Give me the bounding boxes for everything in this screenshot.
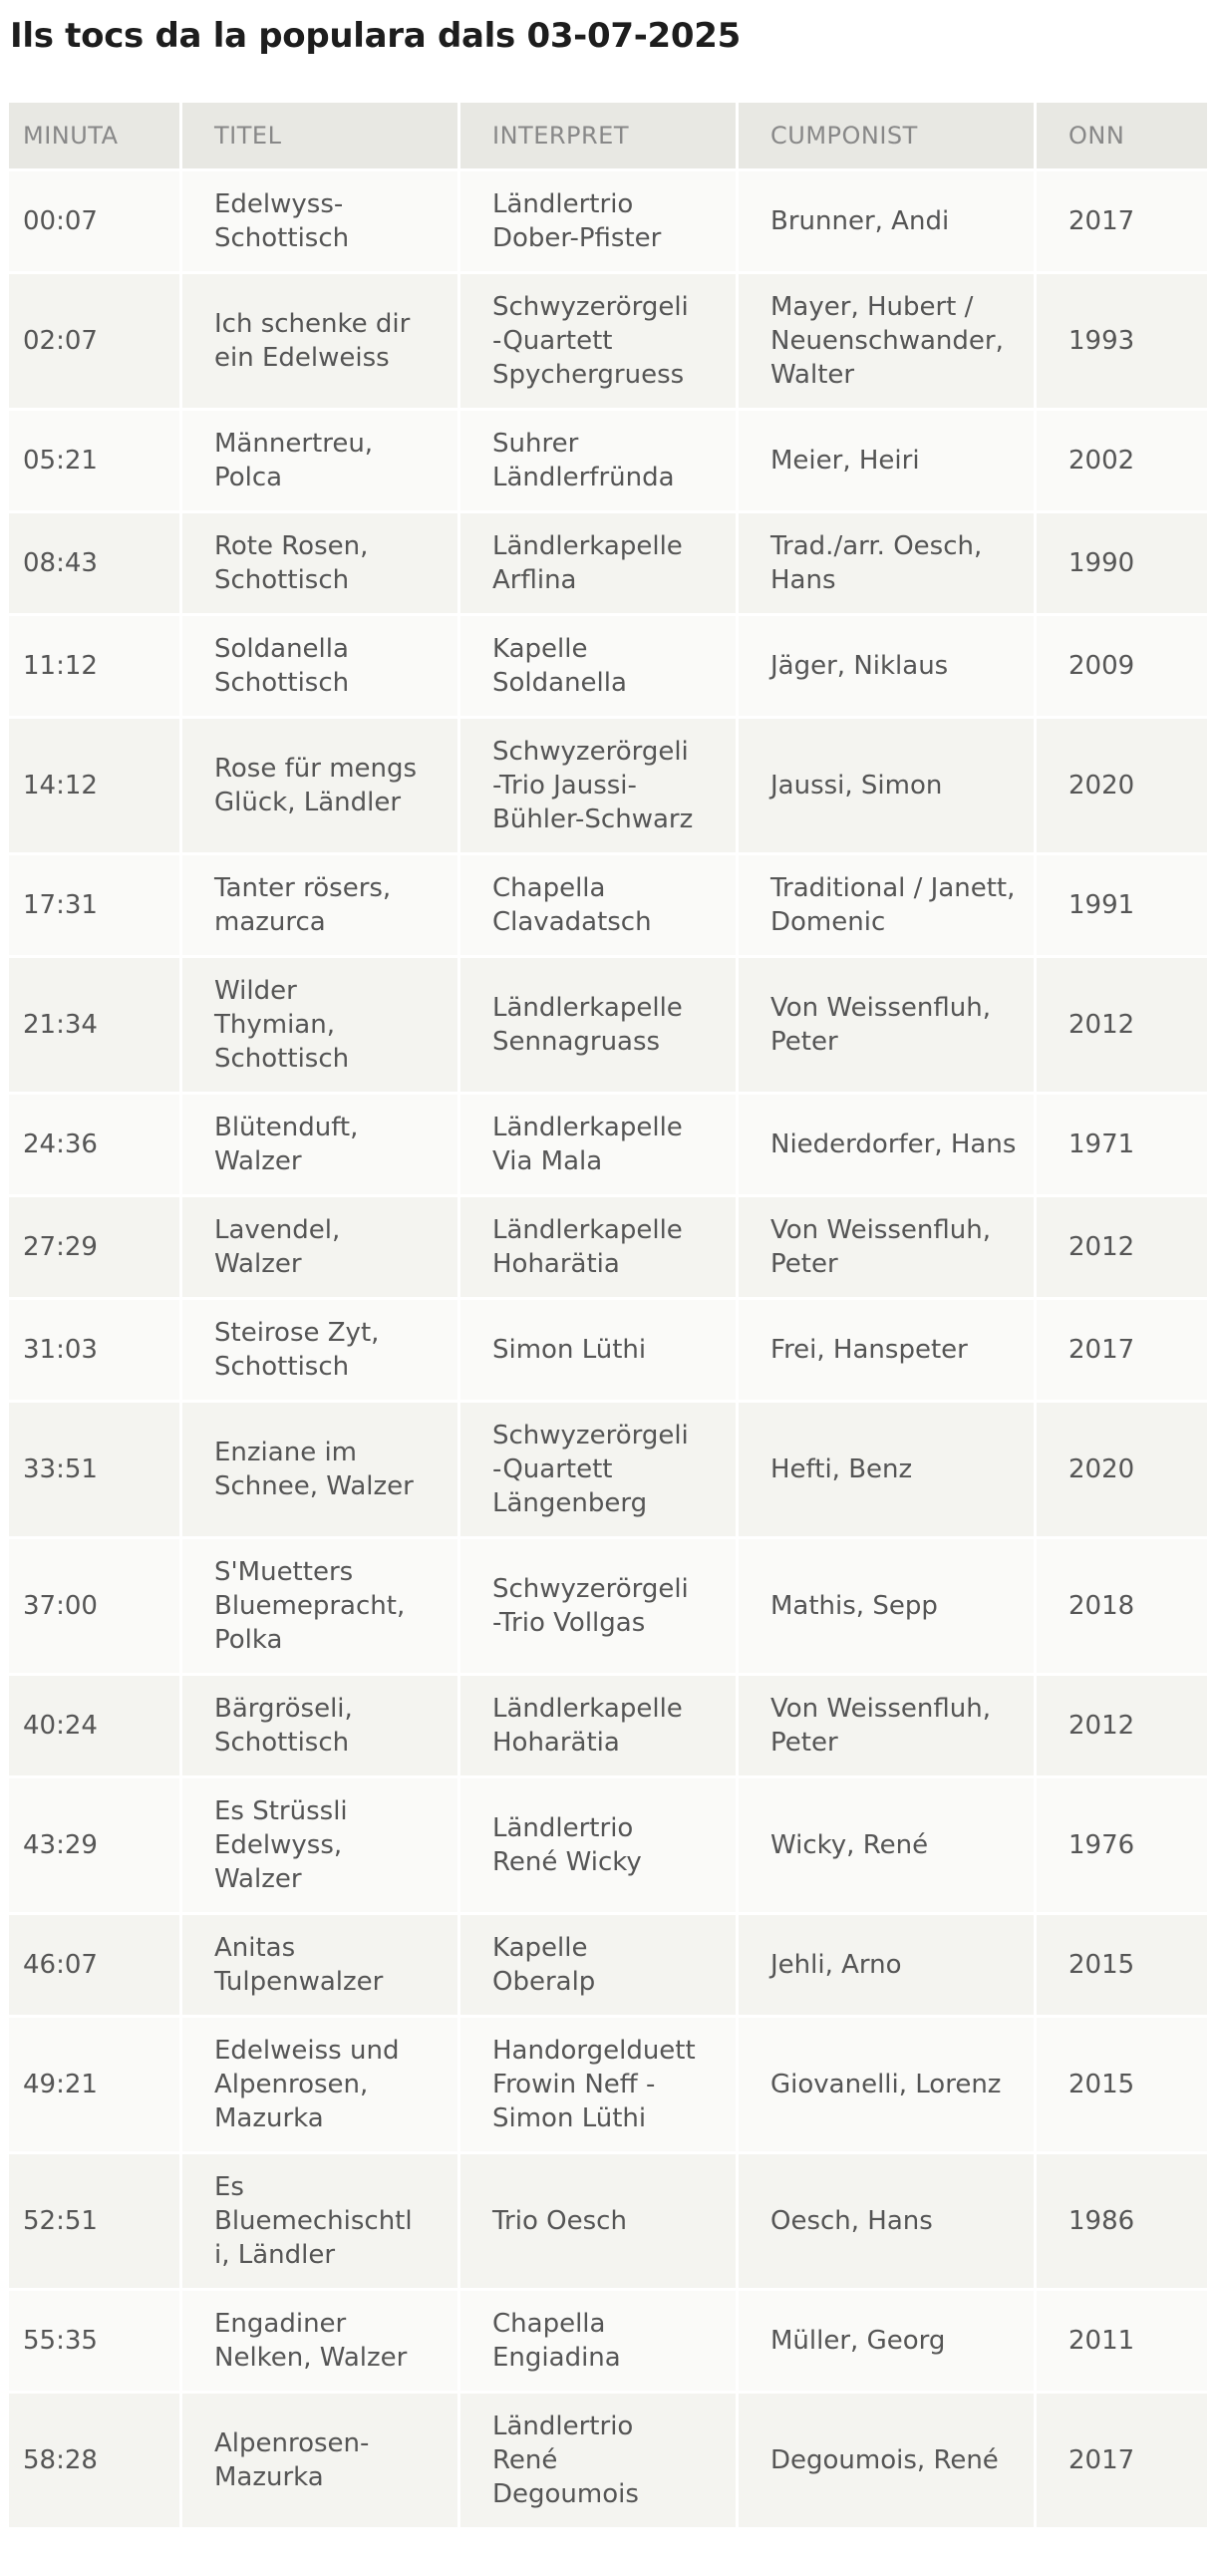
cell-titel: Lavendel, Walzer [182,1197,457,1297]
table-row [9,1915,1207,2015]
cell-onn: 1990 [1037,513,1207,613]
cell-onn: 1976 [1037,1778,1207,1912]
header-row [9,103,1207,168]
cell-onn: 2020 [1037,1403,1207,1536]
cell-minuta: 31:03 [9,1300,179,1400]
table-row [9,719,1207,852]
cell-interpret: Ländlerkapelle Via Mala [460,1095,736,1194]
cell-interpret: Kapelle Soldanella [460,616,736,716]
cell-onn: 2009 [1037,616,1207,716]
cell-onn: 2011 [1037,2291,1207,2391]
cell-interpret: Ländlertrio Dober-Pfister [460,171,736,271]
table-row [9,1300,1207,1400]
cell-minuta: 52:51 [9,2154,179,2288]
table-row [9,1403,1207,1536]
cell-titel: Soldanella Schottisch [182,616,457,716]
table-row [9,1778,1207,1912]
cell-titel: Rose für mengs Glück, Ländler [182,719,457,852]
column-header-cumponist: CUMPONIST [739,103,1034,168]
cell-cumponist: Degoumois, René [739,2394,1034,2527]
table-row [9,1676,1207,1775]
cell-titel: Es Strüssli Edelwyss, Walzer [182,1778,457,1912]
cell-interpret: Schwyzerörgeli-Quartett Längenberg [460,1403,736,1536]
cell-cumponist: Jehli, Arno [739,1915,1034,2015]
column-header-minuta: MINUTA [9,103,179,168]
cell-cumponist: Von Weissenfluh, Peter [739,958,1034,1092]
cell-minuta: 33:51 [9,1403,179,1536]
cell-cumponist: Traditional / Janett, Domenic [739,855,1034,955]
cell-onn: 1991 [1037,855,1207,955]
cell-interpret: Schwyzerörgeli-Trio Vollgas [460,1539,736,1673]
cell-minuta: 17:31 [9,855,179,955]
cell-minuta: 24:36 [9,1095,179,1194]
cell-interpret: Schwyzerörgeli-Trio Jaussi-Bühler-Schwarz [460,719,736,852]
cell-minuta: 08:43 [9,513,179,613]
cell-interpret: Kapelle Oberalp [460,1915,736,2015]
table-row [9,2018,1207,2151]
column-header-onn: ONN [1037,103,1207,168]
cell-minuta: 21:34 [9,958,179,1092]
cell-minuta: 58:28 [9,2394,179,2527]
cell-interpret: Schwyzerörgeli-Quartett Spychergruess [460,274,736,408]
cell-titel: Enziane im Schnee, Walzer [182,1403,457,1536]
cell-onn: 2017 [1037,1300,1207,1400]
cell-onn: 1986 [1037,2154,1207,2288]
cell-titel: Edelweiss und Alpenrosen, Mazurka [182,2018,457,2151]
cell-titel: Steirose Zyt, Schottisch [182,1300,457,1400]
cell-cumponist: Trad./arr. Oesch, Hans [739,513,1034,613]
cell-cumponist: Meier, Heiri [739,411,1034,510]
table-row [9,855,1207,955]
cell-minuta: 11:12 [9,616,179,716]
cell-interpret: Suhrer Ländlerfründa [460,411,736,510]
table-row [9,1197,1207,1297]
table-body [9,171,1207,2527]
cell-minuta: 14:12 [9,719,179,852]
cell-cumponist: Von Weissenfluh, Peter [739,1676,1034,1775]
cell-minuta: 46:07 [9,1915,179,2015]
table-row [9,1095,1207,1194]
cell-cumponist: Brunner, Andi [739,171,1034,271]
cell-minuta: 40:24 [9,1676,179,1775]
cell-minuta: 55:35 [9,2291,179,2391]
cell-cumponist: Von Weissenfluh, Peter [739,1197,1034,1297]
cell-interpret: Ländlerkapelle Arflina [460,513,736,613]
cell-titel: Bärgröseli, Schottisch [182,1676,457,1775]
cell-onn: 1993 [1037,274,1207,408]
table-row [9,2291,1207,2391]
cell-titel: Es Bluemechischtli, Ländler [182,2154,457,2288]
cell-onn: 2012 [1037,958,1207,1092]
column-header-titel: TITEL [182,103,457,168]
cell-minuta: 05:21 [9,411,179,510]
cell-onn: 2018 [1037,1539,1207,1673]
table-row [9,274,1207,408]
cell-cumponist: Müller, Georg [739,2291,1034,2391]
cell-onn: 2020 [1037,719,1207,852]
table-header [9,103,1207,168]
cell-cumponist: Giovanelli, Lorenz [739,2018,1034,2151]
cell-onn: 2017 [1037,2394,1207,2527]
cell-titel: Tanter rösers, mazurca [182,855,457,955]
cell-cumponist: Hefti, Benz [739,1403,1034,1536]
cell-titel: Alpenrosen-Mazurka [182,2394,457,2527]
page-title: Ils tocs da la populara dals 03-07-2025 [10,16,741,56]
cell-titel: Wilder Thymian, Schottisch [182,958,457,1092]
cell-cumponist: Frei, Hanspeter [739,1300,1034,1400]
table-row [9,411,1207,510]
table-row [9,616,1207,716]
column-header-interpret: INTERPRET [460,103,736,168]
cell-cumponist: Oesch, Hans [739,2154,1034,2288]
table-row [9,958,1207,1092]
cell-titel: Rote Rosen, Schottisch [182,513,457,613]
cell-interpret: Ländlertrio René Wicky [460,1778,736,1912]
cell-minuta: 02:07 [9,274,179,408]
playlist-table [6,100,1210,2530]
cell-onn: 2002 [1037,411,1207,510]
cell-titel: Anitas Tulpenwalzer [182,1915,457,2015]
cell-interpret: Handorgelduett Frowin Neff - Simon Lüthi [460,2018,736,2151]
cell-minuta: 37:00 [9,1539,179,1673]
cell-titel: S'Muetters Bluemepracht, Polka [182,1539,457,1673]
table-row [9,171,1207,271]
cell-cumponist: Niederdorfer, Hans [739,1095,1034,1194]
cell-onn: 2017 [1037,171,1207,271]
cell-interpret: Ländlerkapelle Sennagruass [460,958,736,1092]
cell-titel: Blütenduft, Walzer [182,1095,457,1194]
cell-cumponist: Jaussi, Simon [739,719,1034,852]
cell-minuta: 00:07 [9,171,179,271]
cell-titel: Männertreu, Polca [182,411,457,510]
table-row [9,2394,1207,2527]
cell-cumponist: Wicky, René [739,1778,1034,1912]
cell-interpret: Chapella Engiadina [460,2291,736,2391]
cell-interpret: Chapella Clavadatsch [460,855,736,955]
cell-interpret: Simon Lüthi [460,1300,736,1400]
cell-titel: Engadiner Nelken, Walzer [182,2291,457,2391]
cell-titel: Ich schenke dir ein Edelweiss [182,274,457,408]
cell-onn: 2012 [1037,1676,1207,1775]
cell-interpret: Ländlerkapelle Hoharätia [460,1197,736,1297]
cell-interpret: Ländlertrio René Degoumois [460,2394,736,2527]
cell-minuta: 43:29 [9,1778,179,1912]
cell-titel: Edelwyss-Schottisch [182,171,457,271]
cell-cumponist: Mathis, Sepp [739,1539,1034,1673]
cell-onn: 2012 [1037,1197,1207,1297]
cell-onn: 2015 [1037,1915,1207,2015]
cell-onn: 2015 [1037,2018,1207,2151]
cell-cumponist: Mayer, Hubert / Neuenschwander, Walter [739,274,1034,408]
table-row [9,1539,1207,1673]
cell-interpret: Ländlerkapelle Hoharätia [460,1676,736,1775]
cell-onn: 1971 [1037,1095,1207,1194]
cell-interpret: Trio Oesch [460,2154,736,2288]
cell-minuta: 49:21 [9,2018,179,2151]
cell-minuta: 27:29 [9,1197,179,1297]
cell-cumponist: Jäger, Niklaus [739,616,1034,716]
table-row [9,513,1207,613]
table-row [9,2154,1207,2288]
